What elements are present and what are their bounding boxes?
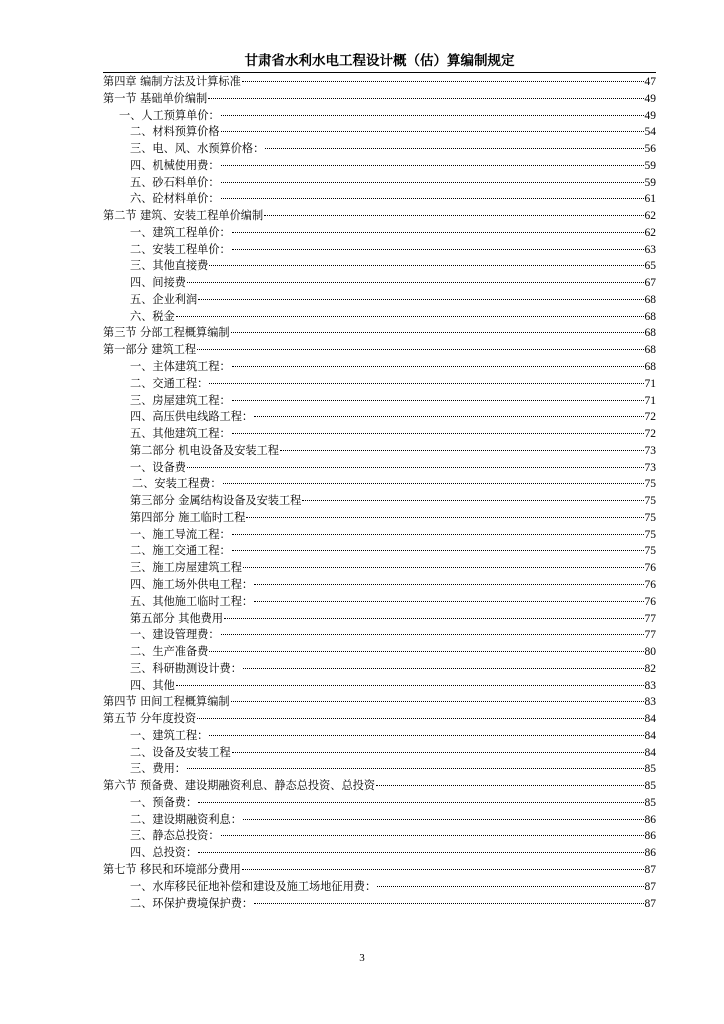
toc-entry-label: 二、设备及安装工程 [130,745,231,759]
toc-dot-leader [223,483,644,484]
toc-entry[interactable] [103,242,656,259]
toc-entry[interactable] [103,862,656,879]
toc-entry[interactable] [103,258,656,275]
toc-entry-page: 87 [644,897,656,910]
toc-entry-label: 第四章 编制方法及计算标准 [103,75,241,88]
toc-entry-label: 二、安装工程费： [132,477,222,491]
toc-entry-page: 84 [644,729,656,742]
toc-dot-leader [221,115,644,116]
toc-dot-leader [176,685,644,686]
toc-entry[interactable] [103,309,656,326]
toc-entry[interactable] [103,460,656,477]
toc-entry-label: 第二节 建筑、安装工程单价编制 [103,209,264,223]
toc-entry-label: 二、交通工程： [130,376,209,390]
toc-entry-label: 第七节 移民和环境部分费用 [103,862,241,876]
toc-entry[interactable] [103,393,656,410]
toc-entry[interactable] [103,359,656,376]
toc-entry-label: 一、建筑工程： [130,728,209,742]
toc-entry[interactable] [103,527,656,544]
toc-entry-page: 61 [644,193,656,206]
toc-entry-label: 第四部分 施工临时工程 [130,510,246,524]
toc-entry[interactable] [103,795,656,812]
toc-entry[interactable] [103,560,656,577]
toc-dot-leader [221,835,644,836]
toc-dot-leader [176,316,644,317]
toc-entry-label: 三、房屋建筑工程： [130,393,231,407]
toc-entry-label: 一、人工预算单价： [119,108,220,122]
toc-entry-page: 76 [644,578,656,591]
toc-entry[interactable] [103,879,656,896]
toc-dot-leader [221,634,644,635]
toc-dot-leader [232,550,644,551]
toc-entry-label: 二、安装工程单价： [130,242,231,256]
toc-entry-page: 84 [644,746,656,759]
toc-entry[interactable] [103,594,656,611]
toc-entry-page: 73 [644,444,656,457]
toc-dot-leader [221,165,644,166]
toc-dot-leader [198,802,643,803]
toc-entry[interactable] [103,74,656,91]
toc-dot-leader [246,517,643,518]
toc-entry[interactable] [103,225,656,242]
toc-dot-leader [197,349,643,350]
toc-entry-label: 四、施工场外供电工程： [130,577,254,591]
toc-entry-label: 第二部分 机电设备及安装工程 [130,443,279,457]
toc-entry[interactable] [103,342,656,359]
toc-entry[interactable] [103,175,656,192]
toc-entry-label: 第五节 分年度投资 [103,712,197,726]
toc-entry-label: 六、砼材料单价： [130,192,220,206]
toc-entry[interactable] [103,812,656,829]
toc-entry[interactable] [103,426,656,443]
toc-entry[interactable] [103,208,656,225]
toc-entry-label: 一、建设管理费： [130,628,220,642]
toc-dot-leader [221,131,644,132]
toc-entry[interactable] [103,644,656,661]
toc-entry[interactable] [103,510,656,527]
toc-entry-page: 62 [644,210,656,223]
toc-entry-page: 68 [644,361,656,374]
toc-entry-page: 49 [644,109,656,122]
toc-entry[interactable] [103,108,656,125]
toc-entry[interactable] [103,778,656,795]
toc-dot-leader [254,584,643,585]
page-number: 3 [359,952,365,964]
toc-entry-page: 86 [644,847,656,860]
toc-entry-label: 六、税金 [130,309,175,323]
toc-dot-leader [187,768,644,769]
toc-entry-label: 四、间接费 [130,276,186,290]
toc-entry[interactable] [103,661,656,678]
toc-entry-page: 75 [644,511,656,524]
toc-dot-leader [198,852,643,853]
toc-entry[interactable] [103,493,656,510]
toc-dot-leader [208,98,643,99]
toc-entry-page: 80 [644,646,656,659]
toc-entry[interactable] [103,896,656,913]
toc-entry-label: 一、建筑工程单价： [130,225,231,239]
toc-entry-page: 83 [644,696,656,709]
toc-entry-label: 第四节 田间工程概算编制 [103,695,230,709]
toc-dot-leader [224,618,643,619]
toc-entry-page: 85 [644,780,656,793]
toc-entry-page: 72 [644,411,656,424]
toc-entry-page: 75 [644,545,656,558]
toc-entry[interactable] [103,443,656,460]
toc-entry[interactable] [103,728,656,745]
toc-entry-label: 一、预备费： [130,795,198,809]
toc-entry-label: 二、施工交通工程： [130,544,231,558]
toc-dot-leader [187,282,644,283]
toc-entry-page: 73 [644,461,656,474]
toc-dot-leader [254,416,643,417]
toc-dot-leader [280,450,644,451]
toc-dot-leader [242,869,644,870]
toc-entry-page: 75 [644,528,656,541]
toc-entry-label: 第三部分 金属结构设备及安装工程 [130,494,302,508]
toc-entry-page: 75 [644,478,656,491]
toc-entry[interactable] [103,627,656,644]
toc-entry[interactable] [103,325,656,342]
toc-entry-page: 76 [644,595,656,608]
toc-entry-page: 85 [644,796,656,809]
toc-dot-leader [243,567,644,568]
toc-entry-label: 三、电、风、水预算价格： [130,142,265,156]
toc-entry[interactable] [103,476,656,493]
toc-entry-label: 一、主体建筑工程： [130,360,231,374]
toc-dot-leader [221,182,644,183]
toc-entry[interactable] [103,711,656,728]
toc-dot-leader [209,383,643,384]
toc-entry-page: 68 [644,293,656,306]
toc-entry[interactable] [103,845,656,862]
toc-entry-page: 63 [644,243,656,256]
toc-dot-leader [197,718,643,719]
toc-entry[interactable] [103,376,656,393]
toc-entry[interactable] [103,158,656,175]
toc-dot-leader [302,500,643,501]
toc-dot-leader [231,701,644,702]
toc-dot-leader [187,467,644,468]
toc-entry-page: 77 [644,629,656,642]
toc-entry-label: 第一节 基础单价编制 [103,91,208,105]
table-of-contents [103,74,656,912]
toc-entry-page: 76 [644,562,656,575]
toc-entry-page: 87 [644,863,656,876]
toc-entry-label: 五、其他施工临时工程： [130,594,254,608]
toc-entry[interactable] [103,275,656,292]
toc-entry-label: 三、静态总投资： [130,829,220,843]
toc-entry-page: 83 [644,679,656,692]
toc-dot-leader [232,249,644,250]
toc-entry-label: 一、水库移民征地补偿和建设及施工场地征用费： [130,879,377,893]
toc-entry-page: 71 [644,394,656,407]
toc-entry-page: 86 [644,830,656,843]
toc-dot-leader [232,433,644,434]
toc-entry-label: 四、其他 [130,678,175,692]
toc-entry-page: 47 [644,76,656,88]
toc-entry-label: 四、总投资： [130,846,198,860]
toc-dot-leader [232,534,644,535]
toc-entry-page: 68 [644,310,656,323]
toc-entry[interactable] [103,543,656,560]
toc-entry-page: 87 [644,880,656,893]
toc-entry-page: 62 [644,226,656,239]
toc-entry-label: 五、其他建筑工程： [130,427,231,441]
toc-dot-leader [264,215,643,216]
toc-dot-leader [231,332,644,333]
toc-entry-label: 三、费用： [130,762,186,776]
page-header-title: 甘肃省水利水电工程设计概（估）算编制规定 [244,53,515,69]
toc-entry[interactable] [103,124,656,141]
toc-entry-page: 82 [644,662,656,675]
toc-dot-leader [243,819,644,820]
toc-dot-leader [232,400,644,401]
toc-dot-leader [265,148,643,149]
toc-entry-label: 二、材料预算价格 [130,125,220,139]
toc-dot-leader [209,651,643,652]
toc-entry[interactable] [103,745,656,762]
toc-entry-page: 84 [644,713,656,726]
toc-entry-label: 二、建设期融资利息： [130,812,242,826]
toc-entry-label: 第五部分 其他费用 [130,611,224,625]
toc-entry-label: 四、机械使用费： [130,158,220,172]
toc-dot-leader [242,81,644,82]
toc-entry-label: 一、施工导流工程： [130,527,231,541]
toc-entry-label: 第六节 预备费、建设期融资利息、静态总投资、总投资 [103,779,376,793]
toc-entry-label: 三、其他直接费 [130,259,209,273]
toc-entry-label: 第三节 分部工程概算编制 [103,326,230,340]
toc-entry[interactable] [103,761,656,778]
toc-entry[interactable] [103,678,656,695]
toc-entry-page: 59 [644,176,656,189]
toc-entry[interactable] [103,577,656,594]
toc-entry-page: 54 [644,126,656,139]
toc-entry[interactable] [103,141,656,158]
toc-entry[interactable] [103,694,656,711]
toc-dot-leader [232,232,644,233]
toc-dot-leader [254,903,643,904]
toc-entry[interactable] [103,409,656,426]
toc-dot-leader [243,668,644,669]
toc-entry[interactable] [103,91,656,108]
toc-dot-leader [254,601,643,602]
toc-entry-label: 五、砂石料单价： [130,175,220,189]
toc-entry-page: 72 [644,428,656,441]
toc-entry-page: 75 [644,495,656,508]
toc-entry[interactable] [103,191,656,208]
toc-entry-label: 三、科研勘测设计费： [130,661,242,675]
toc-entry-label: 一、设备费 [130,460,186,474]
toc-entry[interactable] [103,611,656,628]
toc-entry-page: 68 [644,344,656,357]
toc-entry[interactable] [103,292,656,309]
toc-entry[interactable] [103,828,656,845]
toc-dot-leader [198,299,643,300]
toc-entry-page: 65 [644,260,656,273]
toc-entry-page: 67 [644,277,656,290]
toc-entry-label: 三、施工房屋建筑工程 [130,561,242,575]
toc-entry-page: 49 [644,92,656,105]
toc-entry-page: 68 [644,327,656,340]
toc-dot-leader [232,752,644,753]
toc-entry-page: 86 [644,813,656,826]
toc-entry-label: 二、生产准备费 [130,645,209,659]
toc-dot-leader [232,366,644,367]
toc-entry-label: 四、高压供电线路工程： [130,410,254,424]
toc-entry-label: 第一部分 建筑工程 [103,343,197,357]
toc-entry-page: 85 [644,763,656,776]
toc-dot-leader [377,886,643,887]
toc-entry-page: 77 [644,612,656,625]
toc-dot-leader [209,265,643,266]
toc-entry-label: 五、企业利润 [130,292,198,306]
toc-entry-page: 59 [644,159,656,172]
header-rule [103,72,656,73]
toc-entry-page: 56 [644,143,656,156]
toc-entry-page: 71 [644,377,656,390]
toc-dot-leader [221,198,644,199]
toc-dot-leader [209,735,643,736]
toc-entry-label: 二、环保护费境保护费： [130,896,254,910]
toc-dot-leader [376,785,643,786]
